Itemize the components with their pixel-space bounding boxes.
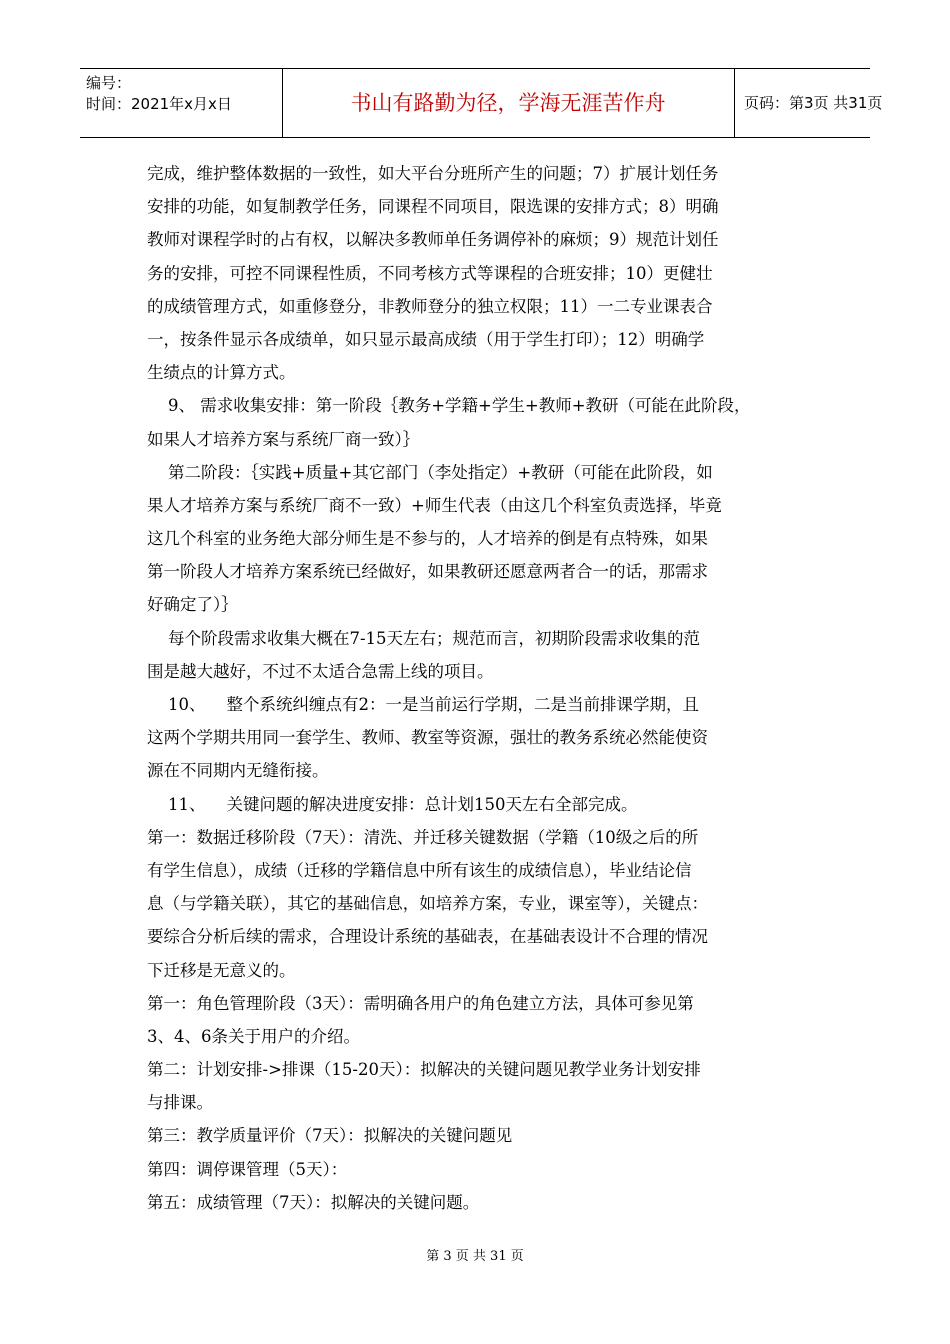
body-text bbox=[147, 157, 807, 1219]
text-line: 安排的功能，如复制教学任务，同课程不同项目，限选课的安排方式；8）明确 bbox=[147, 197, 719, 217]
paragraph-5 bbox=[147, 688, 807, 788]
header-table bbox=[80, 68, 883, 138]
page-footer: 第 3 页 共 31 页 bbox=[426, 1249, 524, 1264]
date-label: 时间：2021年x月x日 bbox=[86, 95, 232, 113]
text-line: 第二阶段：｛实践+质量+其它部门（李处指定）+教研（可能在此阶段，如 bbox=[147, 462, 713, 482]
text-line: 3、4、6条关于用户的介绍。 bbox=[147, 1026, 360, 1046]
text-line: 11、 关键问题的解决进度安排：总计划150天左右全部完成。 bbox=[147, 794, 638, 814]
text-line: 这两个学期共用同一套学生、教师、教室等资源，强壮的教务系统必然能使资 bbox=[147, 728, 708, 748]
paragraph-6 bbox=[147, 788, 807, 1219]
text-line: 果人才培养方案与系统厂商不一致）+师生代表（由这几个科室负责选择，毕竟 bbox=[147, 495, 722, 515]
text-line: 第一阶段人才培养方案系统已经做好，如果教研还愿意两者合一的话，那需求 bbox=[147, 562, 708, 582]
number-label: 编号： bbox=[86, 74, 132, 92]
paragraph-4 bbox=[147, 622, 807, 688]
text-line: 好确定了）｝ bbox=[147, 595, 238, 615]
text-line: 每个阶段需求收集大概在7-15天左右；规范而言，初期阶段需求收集的范 bbox=[147, 628, 701, 648]
text-line: 要综合分析后续的需求，合理设计系统的基础表，在基础表设计不合理的情况 bbox=[147, 927, 708, 947]
text-line: 教师对课程学时的占有权，以解决多教师单任务调停补的麻烦；9）规范计划任 bbox=[147, 230, 719, 250]
text-line: 第一：角色管理阶段（3天）：需明确各用户的角色建立方法，具体可参见第 bbox=[147, 993, 694, 1013]
text-line: 与排课。 bbox=[147, 1093, 213, 1113]
text-line: 10、 整个系统纠缠点有2：一是当前运行学期，二是当前排课学期，且 bbox=[147, 695, 699, 714]
text-line: 的成绩管理方式，如重修登分，非教师登分的独立权限；11）一二专业课表合 bbox=[147, 296, 713, 316]
text-line: 有学生信息），成绩（迁移的学籍信息中所有该生的成绩信息），毕业结论信 bbox=[147, 860, 692, 880]
header-meta-cell bbox=[80, 69, 283, 137]
text-line: 围是越大越好，不过不太适合急需上线的项目。 bbox=[147, 661, 494, 681]
text-line: 务的安排，可控不同课程性质，不同考核方式等课程的合班安排；10）更健壮 bbox=[147, 263, 713, 283]
header-motto: 书山有路勤为径，学海无涯苦作舟 bbox=[282, 69, 735, 137]
text-line: 下迁移是无意义的。 bbox=[147, 960, 296, 980]
text-line: 第四：调停课管理（5天）： bbox=[147, 1159, 348, 1179]
text-line: 源在不同期内无缝衔接。 bbox=[147, 761, 329, 781]
text-line: 完成，维护整体数据的一致性，如大平台分班所产生的问题；7）扩展计划任务 bbox=[147, 164, 719, 183]
text-line: 第三：教学质量评价（7天）：拟解决的关键问题见 bbox=[147, 1126, 513, 1146]
text-line: 第五：成绩管理（7天）：拟解决的关键问题。 bbox=[147, 1192, 480, 1212]
paragraph-1 bbox=[147, 157, 807, 389]
text-line: 第二：计划安排->排课（15-20天）：拟解决的关键问题见教学业务计划安排 bbox=[147, 1060, 701, 1080]
header-page-info: 页码：第3页 共31页 bbox=[744, 94, 883, 112]
paragraph-3 bbox=[147, 456, 807, 622]
text-line: 第一：数据迁移阶段（7天）：清洗、并迁移关键数据（学籍（10级之后的所 bbox=[147, 827, 699, 847]
text-line: 生绩点的计算方式。 bbox=[147, 363, 296, 383]
text-line: 9、 需求收集安排：第一阶段｛教务+学籍+学生+教师+教研（可能在此阶段， bbox=[147, 396, 751, 416]
paragraph-2 bbox=[147, 389, 807, 455]
text-line: 息（与学籍关联），其它的基础信息，如培养方案，专业，课室等），关键点： bbox=[147, 894, 708, 914]
text-line: 这几个科室的业务绝大部分师生是不参与的，人才培养的倒是有点特殊，如果 bbox=[147, 529, 708, 549]
text-line: 如果人才培养方案与系统厂商一致）｝ bbox=[147, 429, 420, 449]
text-line: 一，按条件显示各成绩单，如只显示最高成绩（用于学生打印）；12）明确学 bbox=[147, 329, 705, 349]
